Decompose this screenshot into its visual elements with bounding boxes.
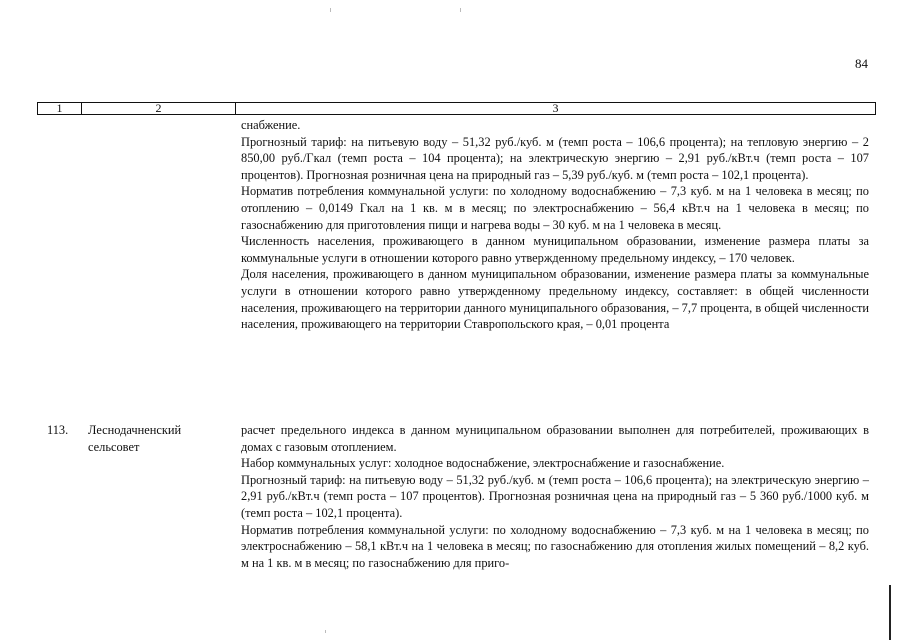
- paragraph: Численность населения, проживающего в данном муниципальном образовании, изменение размера платы за коммунальные услуги в отношении которого равно утвержденному предельному индексу, – 170 человек.: [241, 234, 869, 265]
- page-number: 84: [855, 56, 868, 71]
- table-header-row: [37, 102, 876, 115]
- paragraph: Норматив потребления коммунальной услуги: по холодному водоснабжению – 7,3 куб. м на 1 человека в месяц; по отоплению – 0,0149 Гкал на 1 кв. м в месяц; по электроснабжению – 56,4 кВт.ч на 1 человека в месяц; по газоснабжению для приготовления пищи и нагрева воды – 30 куб. м на 1 человека в месяц.: [241, 184, 869, 232]
- paragraph: Прогнозный тариф: на питьевую воду – 51,32 руб./куб. м (темп роста – 106,6 процента); на электрическую энергию – 2,91 руб./кВт.ч (темп роста – 107 процентов). Прогнозная розничная цена на природный газ – 5 360 руб./1000 куб. м (темп роста – 102,1 процента).: [241, 472, 869, 520]
- paragraph: Норматив потребления коммунальной услуги: по холодному водоснабжению – 7,3 куб. м на 1 человека в месяц; по электроснабжению – 58,1 кВт.ч на 1 человека в месяц; по газоснабжению для отопления жилых помещений – 8,2 куб. м на 1 кв. м в месяц; по газоснабжению для приго-: [241, 522, 869, 570]
- entry-113-text: [241, 422, 869, 571]
- column-header-2: 2: [82, 103, 236, 114]
- paragraph: снабжение.: [241, 118, 301, 132]
- paragraph: Доля населения, проживающего в данном муниципальном образовании, изменение размера платы за коммунальные услуги в отношении которого равно утвержденному предельному индексу, составляет: в общей численности населения, проживающего на территории данного муниципального образования, – 7,7 процента, в общей численности населения, проживающего на территории Ставропольского края, – 0,01 процента: [241, 267, 869, 332]
- scan-artifact: [325, 630, 326, 633]
- paragraph: Набор коммунальных услуг: холодное водоснабжение, электроснабжение и газоснабжение.: [241, 456, 725, 471]
- column-header-1: 1: [38, 103, 82, 114]
- column-header-3: 3: [552, 101, 559, 115]
- entry-number: 113.: [47, 423, 69, 437]
- scan-artifact: [460, 8, 461, 12]
- scan-edge-line: [889, 585, 891, 640]
- continued-entry-text: [241, 117, 869, 333]
- paragraph: расчет предельного индекса в данном муниципальном образовании выполнен для потребителей, проживающих в домах с газовым отоплением.: [241, 423, 869, 454]
- scan-artifact: [330, 8, 331, 12]
- paragraph: Прогнозный тариф: на питьевую воду – 51,32 руб./куб. м (темп роста – 106,6 процента); на тепловую энергию – 2 850,00 руб./Гкал (темп роста – 104 процента); на электрическую энергию – 2,91 руб./кВт.ч (темп роста – 107 процентов). Прогнозная розничная цена на природный газ – 5,39 руб./куб. м (темп роста – 102,1 процента).: [241, 134, 869, 182]
- municipality-name: Леснодачненский сельсовет: [88, 423, 182, 454]
